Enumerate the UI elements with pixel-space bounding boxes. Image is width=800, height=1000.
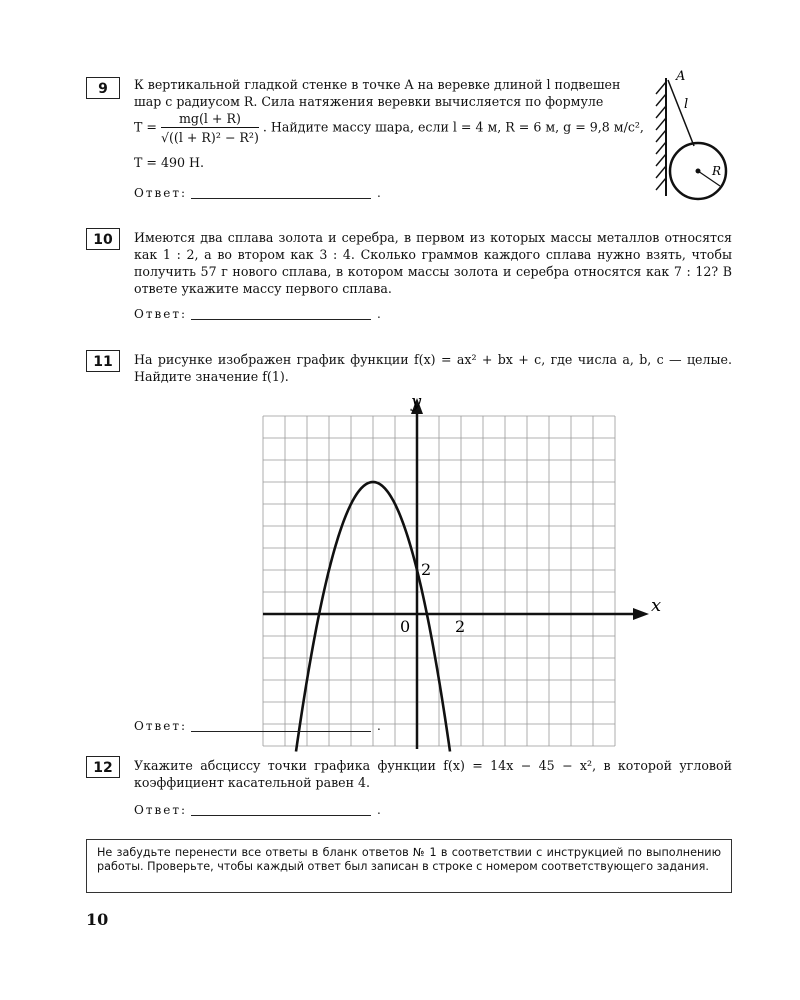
- answer-dot: .: [377, 719, 381, 733]
- answer-dot: .: [377, 186, 381, 200]
- x-axis-label: x: [651, 595, 662, 616]
- y-tick-label: 2: [421, 560, 432, 579]
- answer-field[interactable]: [134, 186, 381, 200]
- chart-axes: [263, 398, 649, 749]
- answer-label: Ответ:: [134, 719, 188, 733]
- reminder-note: Не забудьте перенести все ответы в бланк ответов № 1 в соответствии с инструкцией по выполнению работы. Проверьте, чтобы каждый ответ был записан в строке с номером соответствующего задания.: [86, 839, 732, 893]
- answer-line[interactable]: [191, 319, 371, 320]
- task-number: 9: [86, 77, 120, 99]
- answer-field[interactable]: [134, 307, 381, 321]
- text-line: шар с радиусом R. Сила натяжения веревки вычисляется по формуле: [134, 94, 604, 109]
- answer-field[interactable]: [134, 719, 381, 733]
- text-line: T = 490 Н.: [134, 155, 204, 170]
- task-text: [134, 76, 634, 110]
- answer-line[interactable]: [191, 198, 371, 199]
- chart-grid: [263, 416, 615, 746]
- text-line: . Найдите массу шара, если l = 4 м, R = 6 м, g = 9,8 м/с²,: [262, 119, 644, 135]
- task-number: 10: [86, 228, 120, 250]
- label-A: A: [676, 69, 686, 84]
- wall-hatching: [656, 82, 666, 190]
- task-text: Укажите абсциссу точки графика функции f(x) = 14x − 45 − x², в которой угловой коэффициент касательной равен 4.: [134, 758, 732, 790]
- answer-line[interactable]: [191, 731, 371, 732]
- formula-fraction: [161, 110, 259, 146]
- task-text: Имеются два сплава золота и серебра, в первом из которых массы металлов относятся как 1 : 2, а во втором как 3 : 4. Сколько граммов каждого сплава нужно взять, чтобы получить 57 г нового сплава, в котором массы золота и серебра относятся как 7 : 12? В ответе укажите массу первого сплава.: [134, 230, 732, 296]
- origin-label: 0: [400, 617, 411, 636]
- text-line: К вертикальной гладкой стенке в точке A на веревке длиной l подвешен: [134, 77, 621, 92]
- answer-label: Ответ:: [134, 186, 188, 200]
- formula-numerator: mg(l + R): [161, 110, 259, 128]
- x-tick-label: 2: [455, 617, 466, 636]
- answer-field[interactable]: [134, 803, 381, 817]
- answer-label: Ответ:: [134, 803, 188, 817]
- y-axis-label: y: [411, 391, 422, 412]
- formula-line: [134, 110, 644, 146]
- parabola-chart: [250, 390, 662, 710]
- formula-lhs: T =: [134, 119, 157, 135]
- answer-label: Ответ:: [134, 307, 188, 321]
- pendulum-figure: [636, 68, 740, 208]
- page-number: 10: [86, 910, 109, 929]
- answer-line[interactable]: [191, 815, 371, 816]
- x-axis-arrow: [633, 608, 649, 620]
- rope: [668, 80, 694, 146]
- task-number: 12: [86, 756, 120, 778]
- answer-dot: .: [377, 307, 381, 321]
- task-text: На рисунке изображен график функции f(x) = ax² + bx + c, где числа a, b, c — целые. Найдите значение f(1).: [134, 352, 732, 384]
- answer-dot: .: [377, 803, 381, 817]
- label-l: l: [684, 97, 689, 112]
- label-R: R: [712, 164, 722, 178]
- task-number: 11: [86, 350, 120, 372]
- formula-denominator: √((l + R)² − R²): [160, 130, 259, 145]
